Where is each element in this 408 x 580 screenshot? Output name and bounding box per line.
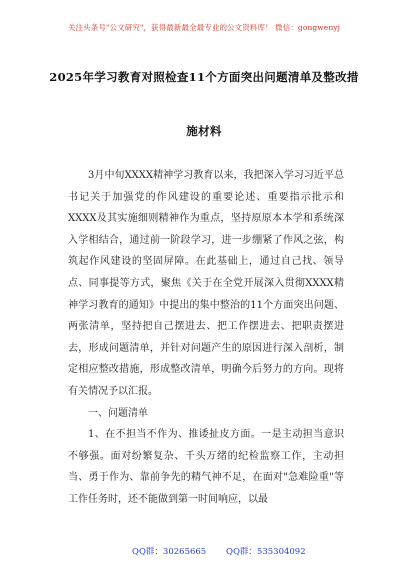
intro-paragraph: 3月中旬XXXX精神学习教育以来，我把深入学习习近平总书记关于加强党的作风建设的重要论述、重要指示批示和XXXX及其实施细则精神作为重点，坚持原原本本学和系统深入学相结合，通过前一阶段学习，进一步绷紧了作风之弦，构筑起作风建设的坚固屏障。在此基础上，通过自己找、领导点、同事提等方式，聚焦《关于在全党开展深入贯彻XXXX精神学习教育的通知》中提出的集中整治的11个方面突出问题、两张清单，坚持把自己摆进去、把工作摆进去、把职责摆进去，形成问题清单，并针对问题产生的原因进行深入剖析，制定相应整改措施，形成整改清单，明确今后努力的方向。现将有关情况予以汇报。 — [68, 170, 344, 397]
document-body — [68, 165, 344, 511]
document-title-line-2: 施材料 — [186, 124, 222, 138]
footer-qq-group-1: QQ群：30265665 — [132, 547, 207, 557]
document-title-line-1: 2025年学习教育对照检查11个方面突出问题清单及整改措 — [49, 70, 359, 84]
header-banner: 关注头条号"公文研究"，获得最新最全最专业的公文资料库！ 微信：gongwenyj — [67, 23, 341, 32]
footer-qq-group-2: QQ群：535304092 — [226, 547, 306, 557]
issue-paragraph: 1、在不担当不作为、推诿扯皮方面。一是主动担当意识不够强。面对纷繁复杂、千头万绪的纪检监察工作，主动担当、勇于作为、靠前争先的精气神不足，在面对"急难险重"等工作任务时，还不能做到第一时间响应，以最 — [68, 429, 344, 505]
section-heading: 一、问题清单 — [88, 407, 148, 419]
